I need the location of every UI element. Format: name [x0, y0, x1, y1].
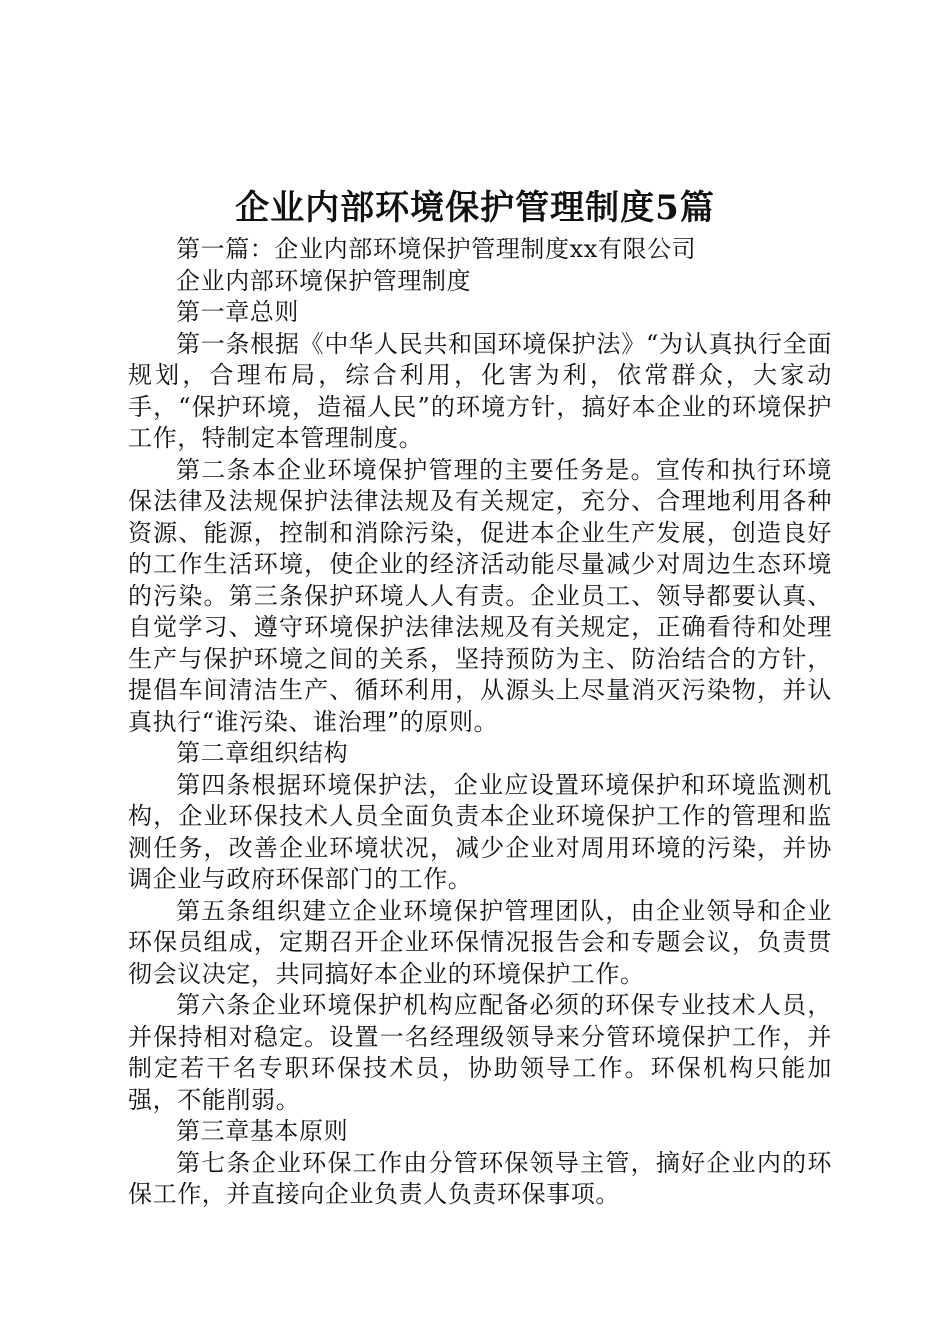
article-paragraph: 第五条组织建立企业环境保护管理团队，由企业领导和企业环保员组成，定期召开企业环保情况报告会和专题会议，负责贯彻会议决定，共同搞好本企业的环境保护工作。: [128, 896, 832, 988]
document-title: 企业内部环境保护管理制度5篇: [235, 188, 715, 228]
chapter-heading-1: 第一章总则: [176, 298, 299, 326]
article-paragraph: 第七条企业环保工作由分管环保领导主管，摘好企业内的环保工作，并直接向企业负责人负责环保事项。: [128, 1148, 832, 1208]
chapter-heading-2: 第二章组织结构: [176, 739, 349, 767]
article-paragraph: 第二条本企业环境保护管理的主要任务是。宣传和执行环境保法律及法规保护法律法规及有关规定，充分、合理地利用各种资源、能源，控制和消除污染，促进本企业生产发展，创造良好的工作生活环境，使企业的经济活动能尽量减少对周边生态环境的污染。第三条保护环境人人有责。企业员工、领导都要认真、自觉学习、遵守环境保护法律法规及有关规定，正确看待和处理生产与保护环境之间的关系，坚持预防为主、防治结合的方针，提倡车间清洁生产、循环利用，从源头上尽量消灭污染物，并认真执行“谁污染、谁治理”的原则。: [128, 455, 832, 736]
document-body: [128, 234, 832, 1211]
chapter-heading-3: 第三章基本原则: [176, 1117, 349, 1145]
article-paragraph: 第一条根据《中华人民共和国环境保护法》“为认真执行全面规划，合理布局，综合利用，化害为利，依常群众，大家动手，“保护环境，造福人民”的环境方针，搞好本企业的环境保护工作，特制定本管理制度。: [128, 329, 832, 452]
subtitle-heading: 企业内部环境保护管理制度: [176, 266, 472, 295]
article-paragraph: 第六条企业环境保护机构应配备必须的环保专业技术人员，并保持相对稳定。设置一名经理级领导来分管环境保护工作，并制定若干名专职环保技术员，协助领导工作。环保机构只能加强，不能削弱。: [128, 991, 832, 1114]
part-heading: 第一篇：企业内部环境保护管理制度xx有限公司: [176, 235, 697, 263]
article-paragraph: 第四条根据环境保护法，企业应设置环境保护和环境监测机构，企业环保技术人员全面负责本企业环境保护工作的管理和监测任务，改善企业环境状况，减少企业对周用环境的污染，并协调企业与政府环保部门的工作。: [128, 770, 832, 893]
